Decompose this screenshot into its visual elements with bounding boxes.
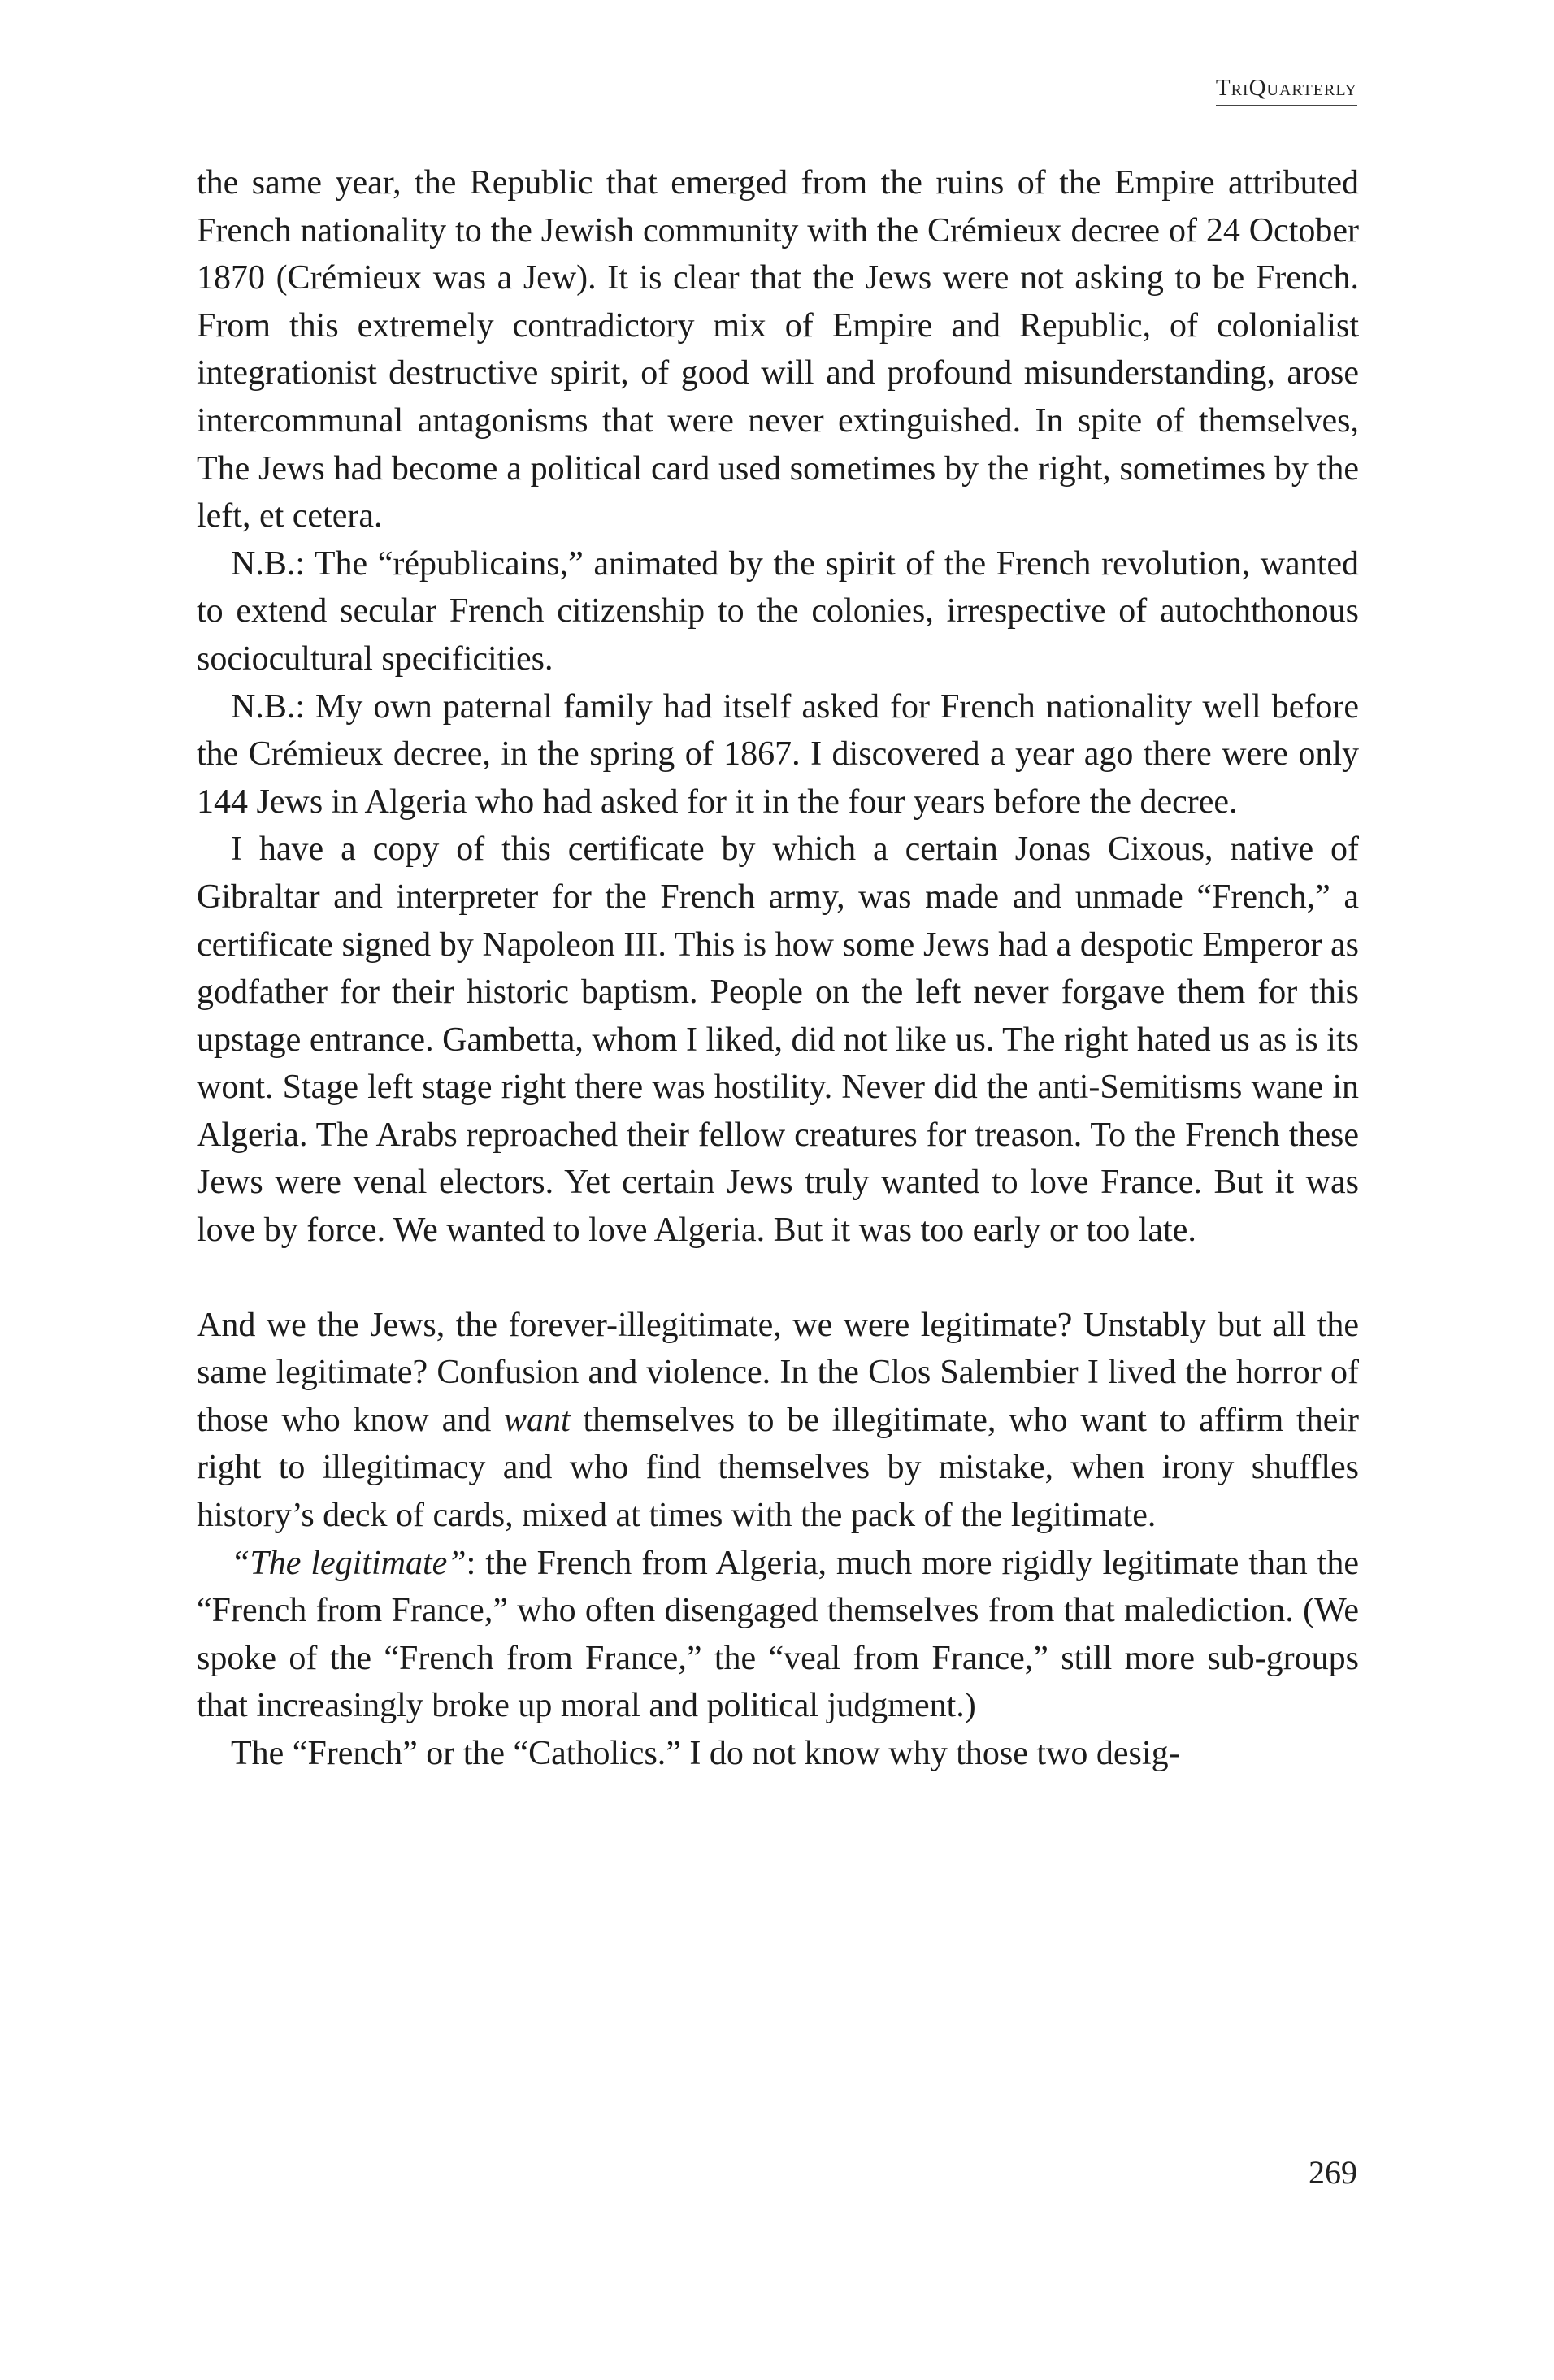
text-run: And we the Jews, the forever-illegitimate, we were legitimate? Unstably but all the same legitimate? Confusion and violence. In the Clos Salembier I lived the horror of those who know and xyxy=(197,1306,1359,1439)
text-run: themselves to be illegitimate, who want to affirm their right to illegitimacy and who find themselves by mistake, when irony shuffles history’s deck of cards, mixed at times with the pack of the legitimate. xyxy=(197,1401,1359,1535)
paragraph: the same year, the Republic that emerged from the ruins of the Empire attributed French nationality to the Jewish community with the Crémieux decree of 24 October 1870 (Crémieux was a Jew). It is clear that the Jews were not asking to be French. From this extremely contradictory mix of Empire and Republic, of colonialist integrationist destructive spirit, of good will and profound misunderstanding, arose intercommunal antagonisms that were never extinguished. In spite of themselves, The Jews had become a political card used sometimes by the right, sometimes by the left, et cetera. xyxy=(197,164,1359,535)
paragraph: N.B.: My own paternal family had itself asked for French nationality well before the Crémieux decree, in the spring of 1867. I discovered a year ago there were only 144 Jews in Algeria who had asked for it in the four years before the decree. xyxy=(197,687,1359,821)
paragraph: N.B.: The “républicains,” animated by the spirit of the French revolution, wanted to extend secular French citizenship to the colonies, irrespective of autochthonous sociocultural specificities. xyxy=(197,544,1359,678)
paragraph: I have a copy of this certificate by which a certain Jonas Cixous, native of Gibraltar and interpreter for the French army, was made and unmade “French,” a certificate signed by Napoleon III. This is how some Jews had a despotic Emperor as godfather for their historic baptism. People on the left never forgave them for this upstage entrance. Gambetta, whom I liked, did not like us. The right hated us as is its wont. Stage left stage right there was hostility. Never did the anti-Semitisms wane in Algeria. The Arabs reproached their fellow creatures for treason. To the French these Jews were venal electors. Yet certain Jews truly wanted to love France. But it was love by force. We wanted to love Algeria. But it was too early or too late. xyxy=(197,830,1359,1250)
paragraph: The “French” or the “Catholics.” I do not know why those two desig- xyxy=(231,1735,1180,1772)
emphasis: want xyxy=(504,1401,571,1439)
emphasis: “The legitimate” xyxy=(231,1544,467,1582)
paragraph xyxy=(197,1540,1359,1730)
paragraph xyxy=(197,1302,1359,1540)
text-run: : the French from Algeria, much more rigidly legitimate than the “French from France,” who often disengaged themselves from that malediction. (We spoke of the “French from France,” the “veal from France,” still more sub-groups that increasingly broke up moral and political judgment.) xyxy=(197,1544,1359,1725)
body-text xyxy=(197,159,1359,1778)
running-head: TriQuarterly xyxy=(1216,75,1357,106)
page-number: 269 xyxy=(1309,2154,1357,2191)
